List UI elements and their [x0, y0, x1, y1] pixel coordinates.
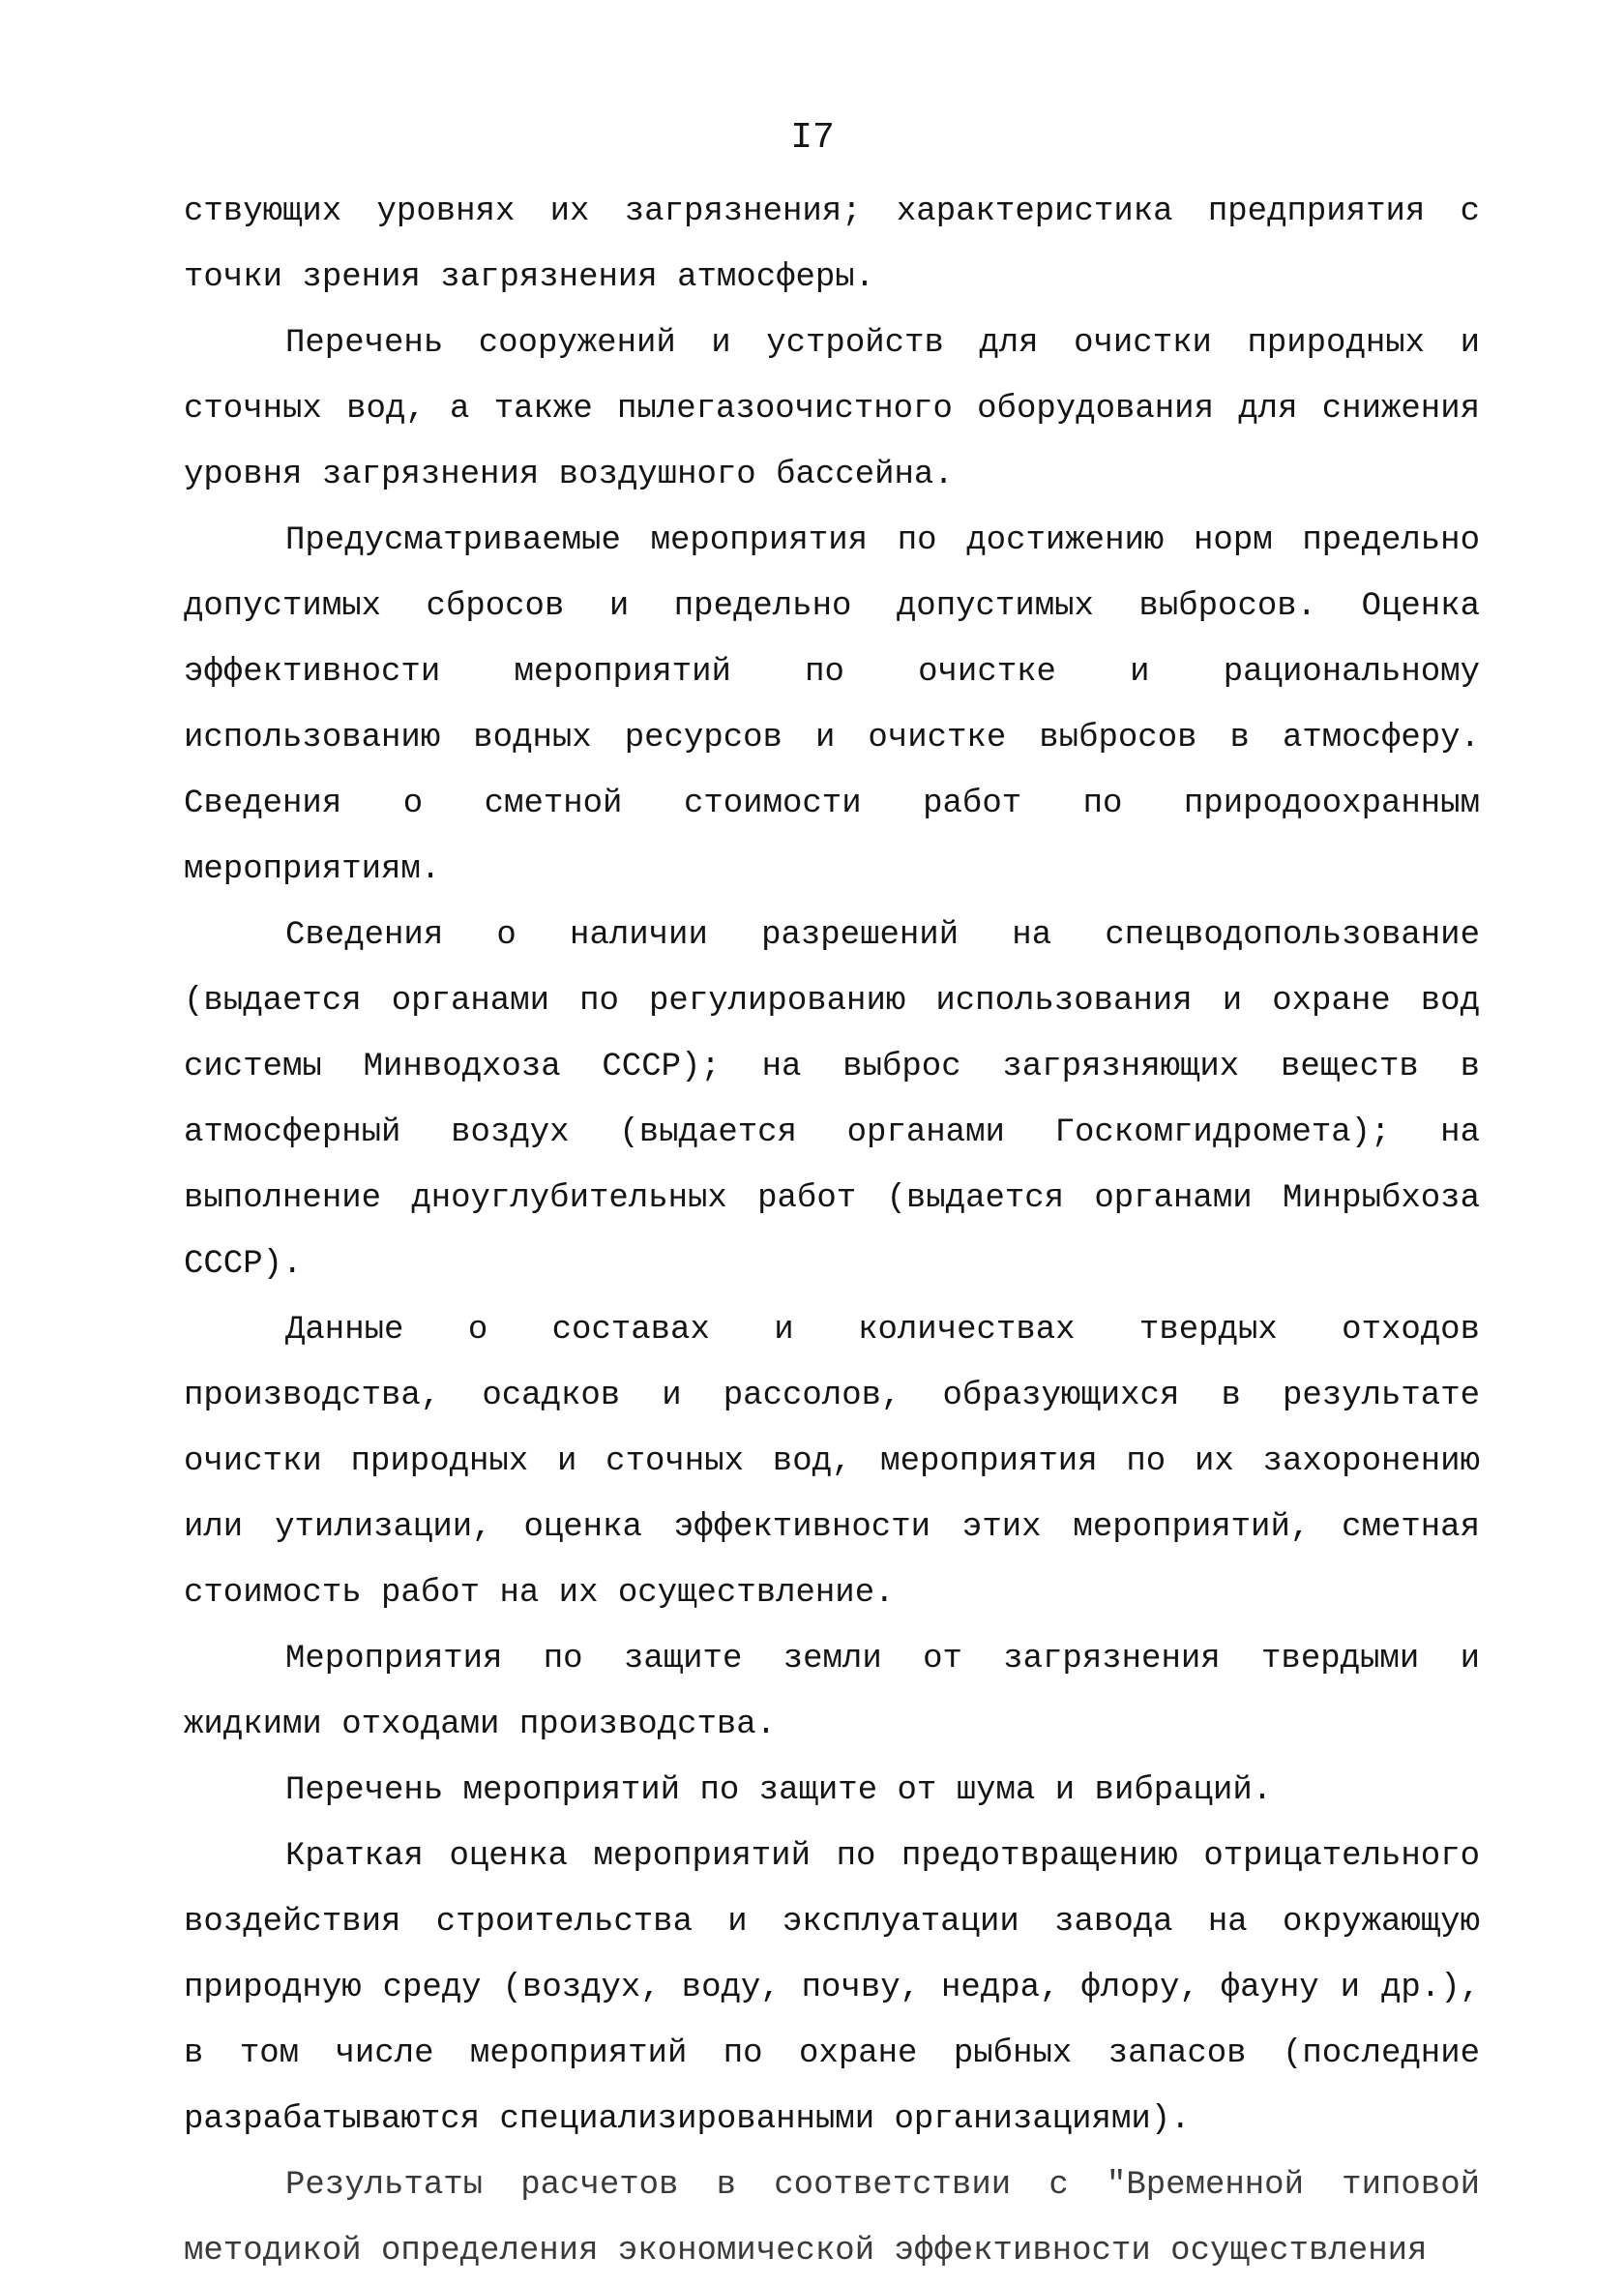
- paragraph-calculation-results: Результаты расчетов в соответствии с "Временной типовой методикой определения экономической эффективности осуществления: [184, 2167, 1480, 2270]
- paragraph-treatment-facilities: Перечень сооружений и устройств для очистки природных и сточных вод, а также пылегазоочистного оборудования для снижения уровня загрязнения воздушного бассейна.: [184, 325, 1480, 493]
- paragraph-noise-vibration: Перечень мероприятий по защите от шума и вибраций.: [285, 1772, 1273, 1809]
- paragraph-impact-assessment: Краткая оценка мероприятий по предотвращению отрицательного воздействия строительства и эксплуатации завода на окружающую природную среду (воздух, воду, почву, недра, флору, фауну и др.), в том числе мероприятий по охране рыбных запасов (последние разрабатываются специализированными организациями).: [184, 1838, 1480, 2138]
- paragraph-solid-waste: Данные о составах и количествах твердых отходов производства, осадков и рассолов, образующихся в результате очистки природных и сточных вод, мероприятия по их захоронению или утилизации, оценка эффективности этих мероприятий, сметная стоимость работ на их осуществление.: [184, 1312, 1480, 1612]
- paragraph-continuation: ствующих уровнях их загрязнения; характеристика предприятия с точки зрения загрязнения атмосферы.: [184, 193, 1480, 296]
- paragraph-permits: Сведения о наличии разрешений на спецводопользование (выдается органами по регулированию использования и охране вод системы Минводхоза СССР); на выброс загрязняющих веществ в атмосферный воздух (выдается органами Госкомгидромета); на выполнение дноуглубительных работ (выдается органами Минрыбхоза СССР).: [184, 917, 1480, 1283]
- paragraph-land-protection: Мероприятия по защите земли от загрязнения твердыми и жидкими отходами производства.: [184, 1641, 1480, 1743]
- paragraph-planned-measures: Предусматриваемые мероприятия по достижению норм предельно допустимых сбросов и предельно допустимых выбросов. Оценка эффективности мероприятий по очистке и рациональному использованию водных ресурсов и очистке выбросов в атмосферу. Сведения о сметной стоимости работ по природоохранным мероприятиям.: [184, 522, 1480, 888]
- body-text: [184, 179, 1480, 2284]
- page-number: I7: [790, 117, 835, 159]
